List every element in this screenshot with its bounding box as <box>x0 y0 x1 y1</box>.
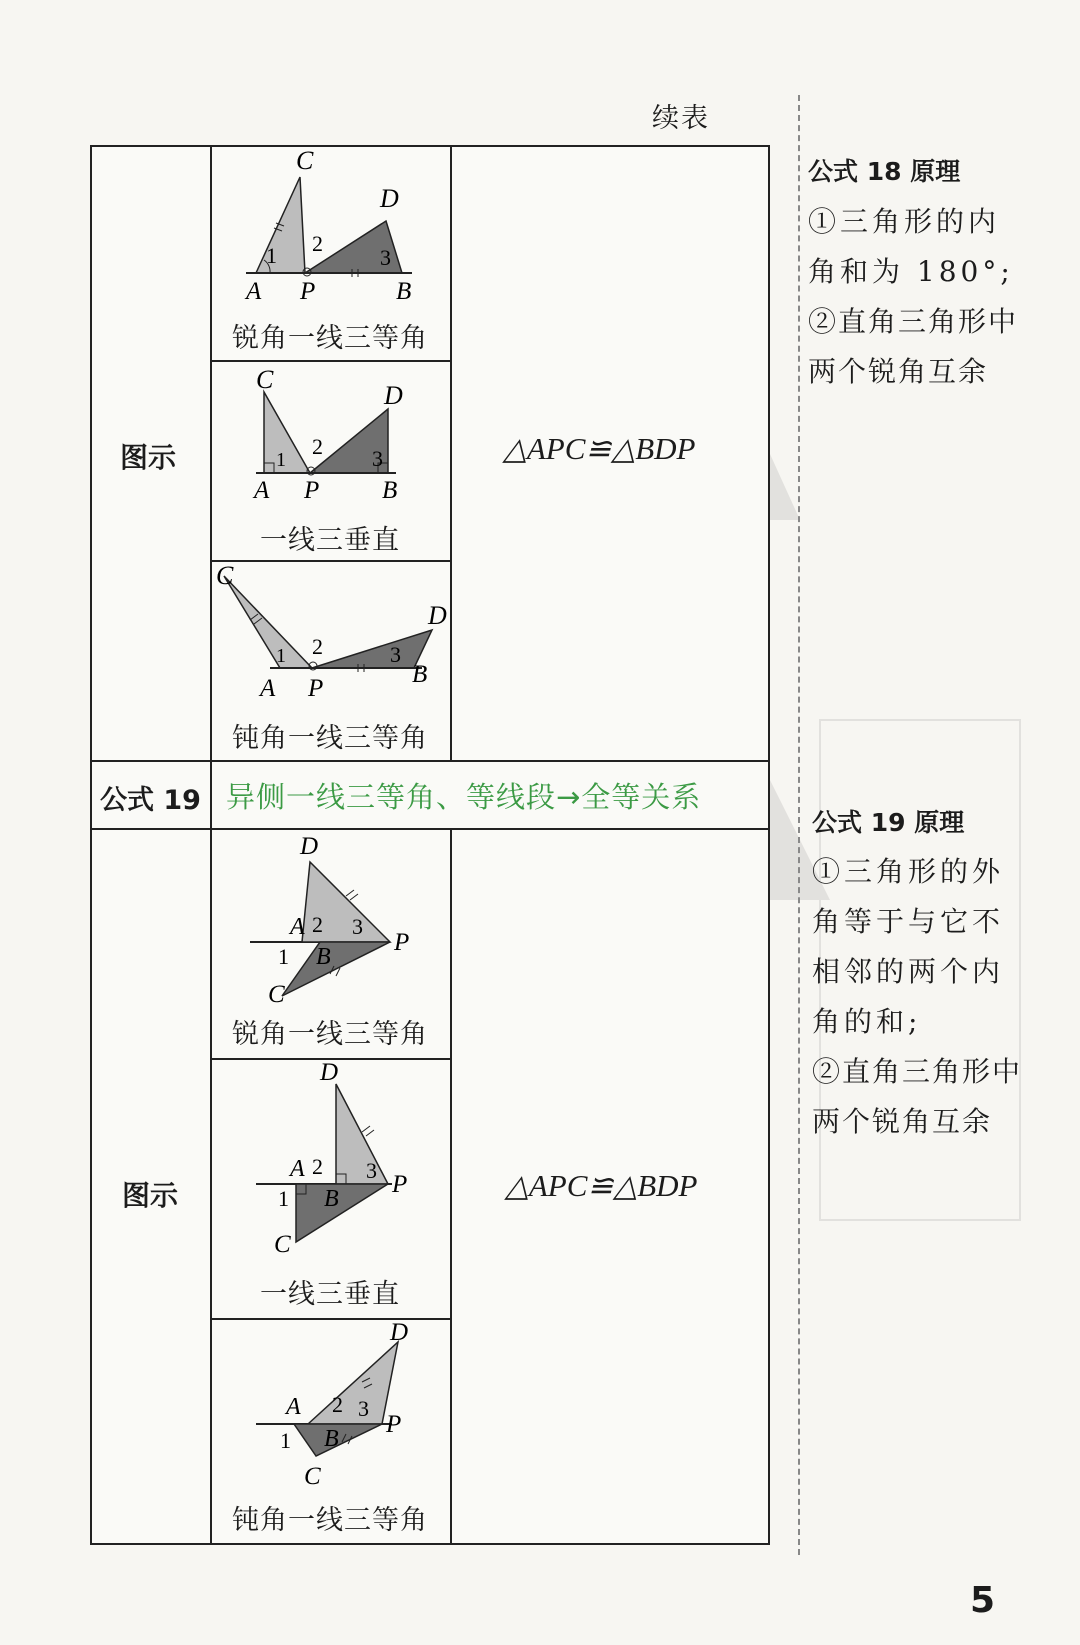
label-c: C <box>274 1231 291 1258</box>
angle-3: 3 <box>352 914 363 939</box>
angle-2: 2 <box>312 231 323 256</box>
principle-line: 角的和; <box>812 1005 922 1038</box>
principle-line: ②直角三角形中 <box>812 1055 1023 1088</box>
principle-line: ①三角形的外 <box>812 855 1005 888</box>
label-d: D <box>390 1320 409 1346</box>
angle-1: 1 <box>276 645 286 667</box>
angle-3: 3 <box>372 446 383 471</box>
angle-2: 2 <box>312 634 323 659</box>
angle-2: 2 <box>332 1392 343 1417</box>
label-a: A <box>260 675 276 702</box>
acute-same-side-diagram <box>212 147 448 317</box>
principle-line: 相邻的两个内 <box>812 955 1005 988</box>
formula-19-label: 公式 19 <box>100 785 201 816</box>
principle-line: 两个锐角互余 <box>808 355 989 388</box>
label-c: C <box>256 365 274 394</box>
figure-caption: 锐角一线三等角 <box>232 1019 428 1050</box>
angle-1: 1 <box>280 1428 291 1453</box>
congruence-conclusion: △APC≌△BDP <box>503 431 696 466</box>
principle-line: 角和为 180°; <box>808 255 1014 288</box>
principle-line: 两个锐角互余 <box>812 1105 993 1138</box>
label-p: P <box>394 929 410 956</box>
angle-2: 2 <box>312 912 323 937</box>
angle-1: 1 <box>276 449 286 471</box>
page-number: 5 <box>970 1580 996 1621</box>
label-b: B <box>412 661 428 688</box>
label-p: P <box>308 675 324 702</box>
label-d: D <box>380 184 399 213</box>
principle-line: ①三角形的内 <box>808 205 1001 238</box>
angle-1: 1 <box>266 243 277 268</box>
acute-opposite-side-diagram <box>212 830 448 1010</box>
label-a: A <box>254 477 270 504</box>
perpendicular-opposite-side-diagram <box>212 1060 448 1260</box>
perpendicular-same-side-diagram <box>212 362 448 512</box>
label-c: C <box>296 147 314 175</box>
label-p: P <box>386 1411 402 1438</box>
figure-caption: 一线三垂直 <box>260 1279 400 1310</box>
obtuse-opposite-side-diagram <box>212 1320 448 1500</box>
column-divider <box>450 145 452 760</box>
figure-caption: 钝角一线三等角 <box>232 1505 428 1536</box>
angle-2: 2 <box>312 1154 323 1179</box>
label-d: D <box>428 601 447 630</box>
angle-3: 3 <box>380 245 391 270</box>
row-divider <box>90 760 770 762</box>
principle-line: 角等于与它不 <box>812 905 1005 938</box>
label-c: C <box>304 1463 321 1490</box>
figure-caption: 钝角一线三等角 <box>232 723 428 754</box>
label-p: P <box>304 477 320 504</box>
obtuse-same-side-diagram <box>212 562 448 712</box>
label-c: C <box>216 562 234 590</box>
angle-3: 3 <box>358 1396 369 1421</box>
formula-18-principle-title: 公式 18 原理 <box>808 157 961 186</box>
figure-caption: 一线三垂直 <box>260 525 400 556</box>
angle-3: 3 <box>366 1158 377 1183</box>
column-divider <box>450 828 452 1545</box>
margin-divider <box>798 95 800 1555</box>
label-p: P <box>300 278 316 305</box>
formula-19-title: 异侧一线三等角、等线段→全等关系 <box>226 780 702 814</box>
label-b: B <box>396 278 412 305</box>
formula-19-principle-title: 公式 19 原理 <box>812 808 965 837</box>
label-b: B <box>316 944 331 970</box>
label-a: A <box>286 1394 301 1420</box>
label-a: A <box>290 1156 305 1182</box>
label-d: D <box>300 833 319 860</box>
label-c: C <box>268 981 285 1008</box>
label-a: A <box>246 278 262 305</box>
continued-table-label: 续表 <box>652 103 710 134</box>
label-b: B <box>324 1186 339 1212</box>
congruence-conclusion: △APC≌△BDP <box>505 1168 698 1203</box>
label-a: A <box>290 914 305 940</box>
label-b: B <box>382 477 398 504</box>
figure-row-label: 图示 <box>120 441 177 474</box>
principle-line: ②直角三角形中 <box>808 305 1019 338</box>
figure-row-label: 图示 <box>122 1179 179 1212</box>
label-d: D <box>384 381 403 410</box>
angle-1: 1 <box>278 944 289 969</box>
angle-1: 1 <box>278 1186 289 1211</box>
angle-2: 2 <box>312 434 323 459</box>
figure-caption: 锐角一线三等角 <box>232 323 428 354</box>
label-b: B <box>324 1426 339 1452</box>
angle-3: 3 <box>390 642 401 667</box>
label-d: D <box>320 1060 339 1086</box>
label-p: P <box>392 1171 408 1198</box>
